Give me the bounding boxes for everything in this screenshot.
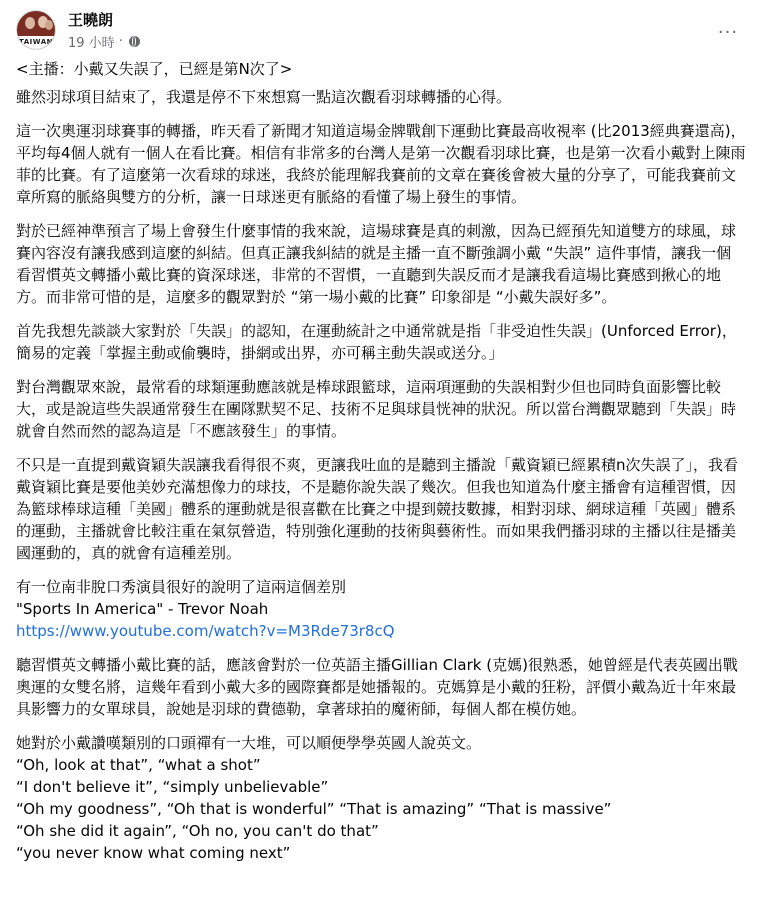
youtube-link[interactable]: https://www.youtube.com/watch?v=M3Rde73r8cQ — [16, 622, 395, 640]
paragraph-4: 首先我想先談談大家對於「失誤」的認知，在運動統計之中通常就是指「非受迫性失誤」(Unforced Error)，簡易的定義「掌握主動或偷襲時，掛網或出界，亦可稱主動失誤或送分。」 — [16, 322, 737, 362]
quote-line: “I don't believe it”, “simply unbelievable” — [16, 778, 329, 796]
paragraph-6: 不只是一直提到戴資穎失誤讓我看得很不爽，更讓我吐血的是聽到主播說「戴資穎已經累積n次失誤了」，我看戴資穎比賽是要他美妙充滿想像力的球技，不是聽你說失誤了幾次。但我也知道為什麼主播會有這種習慣，因為籃球棒球這種「美國」體系的運動就是很喜歡在比賽之中提到競技數據，相對羽球、網球這種「英國」體系的運動，主播就會比較注重在氣氛營造，特別強化運動的技術與藝術性。而如果我們播羽球的主播以往是播美國運動的，真的就會有這種差別。 — [16, 456, 739, 562]
post-meta — [68, 32, 140, 51]
quote-line: “you never know what coming next” — [16, 844, 291, 862]
meta-separator: · — [118, 34, 123, 49]
author-name[interactable]: 王曉朗 — [68, 11, 114, 29]
post-timestamp[interactable]: 19 小時 — [68, 36, 115, 51]
more-options-button[interactable]: ··· — [717, 21, 739, 43]
quote-line: “Oh she did it again”, “Oh no, you can't do that” — [16, 822, 379, 840]
quote-line: “Oh, look at that”, “what a shot” — [16, 756, 261, 774]
paragraph-2: 這一次奧運羽球賽事的轉播，昨天看了新聞才知道這場金牌戰創下運動比賽最高收視率 (比2013經典賽還高)，平均每4個人就有一個人在看比賽。相信有非常多的台灣人是第一次觀看羽球比賽，也是第一次看小戴對上陳雨菲的比賽。有了這麼第一次看球的球迷，我終於能理解我賽前的文章在賽後會被大量的分享了，可能我賽前文章所寫的脈絡與雙方的分析，讓一日球迷更有脈絡的看懂了場上發生的事情。 — [16, 122, 746, 206]
paragraph-5: 對台灣觀眾來說，最常看的球類運動應該就是棒球跟籃球，這兩項運動的失誤相對少但也同時負面影響比較大，或是說這些失誤通常發生在團隊默契不足、技術不足與球員恍神的狀況。所以當台灣觀眾聽到「失誤」時就會自然而然的認為這是「不應該發生」的事情。 — [16, 378, 737, 440]
globe-icon[interactable] — [129, 36, 140, 47]
paragraph-7-line-1: 有一位南非脫口秀演員很好的說明了這兩這個差別 — [16, 578, 347, 596]
post-title: <主播：小戴又失誤了，已經是第N次了> — [16, 60, 293, 78]
paragraph-1: 雖然羽球項目結束了，我還是停不下來想寫一點這次觀看羽球轉播的心得。 — [16, 88, 512, 106]
paragraph-3: 對於已經神準預言了場上會發生什麼事情的我來說，這場球賽是真的刺激，因為已經預先知道雙方的球風，球賽內容沒有讓我感到這麼的糾結。但真正讓我糾結的就是主播一直不斷強調小戴 “失誤” 這件事情，讓我一個看習慣英文轉播小戴比賽的資深球迷，非常的不習慣，一直聽到失誤反而才是讓我看這場比賽感到揪心的地方。而非常可惜的是，這麼多的觀眾對於 “第一場小戴的比賽” 印象卻是 “小戴失誤好多”。 — [16, 222, 737, 306]
post-header — [16, 8, 746, 56]
avatar-face-icon — [25, 17, 35, 29]
paragraph-8: 聽習慣英文轉播小戴比賽的話，應該會對於一位英語主播Gillian Clark (克媽)很熟悉，她曾經是代表英國出戰奧運的女雙名將，這幾年看到小戴大多的國際賽都是她播報的。克媽算是小戴的狂粉，評價小戴為近十年來最具影響力的女單球員，說她是羽球的費德勒，拿著球拍的魔術師，每個人都在模仿她。 — [16, 656, 738, 718]
paragraph-9-intro: 她對於小戴讚嘆類別的口頭禪有一大堆，可以順便學學英國人說英文。 — [16, 734, 482, 752]
video-title: "Sports In America" - Trevor Noah — [16, 600, 269, 618]
avatar-face-icon — [45, 20, 53, 30]
paragraph-9 — [16, 732, 746, 864]
avatar-text: TAIWAN — [17, 36, 55, 49]
quote-line: “Oh my goodness”, “Oh that is wonderful” “That is amazing” “That is massive” — [16, 800, 612, 818]
paragraph-7 — [16, 576, 746, 642]
post-body — [16, 58, 746, 864]
avatar[interactable] — [16, 10, 56, 50]
